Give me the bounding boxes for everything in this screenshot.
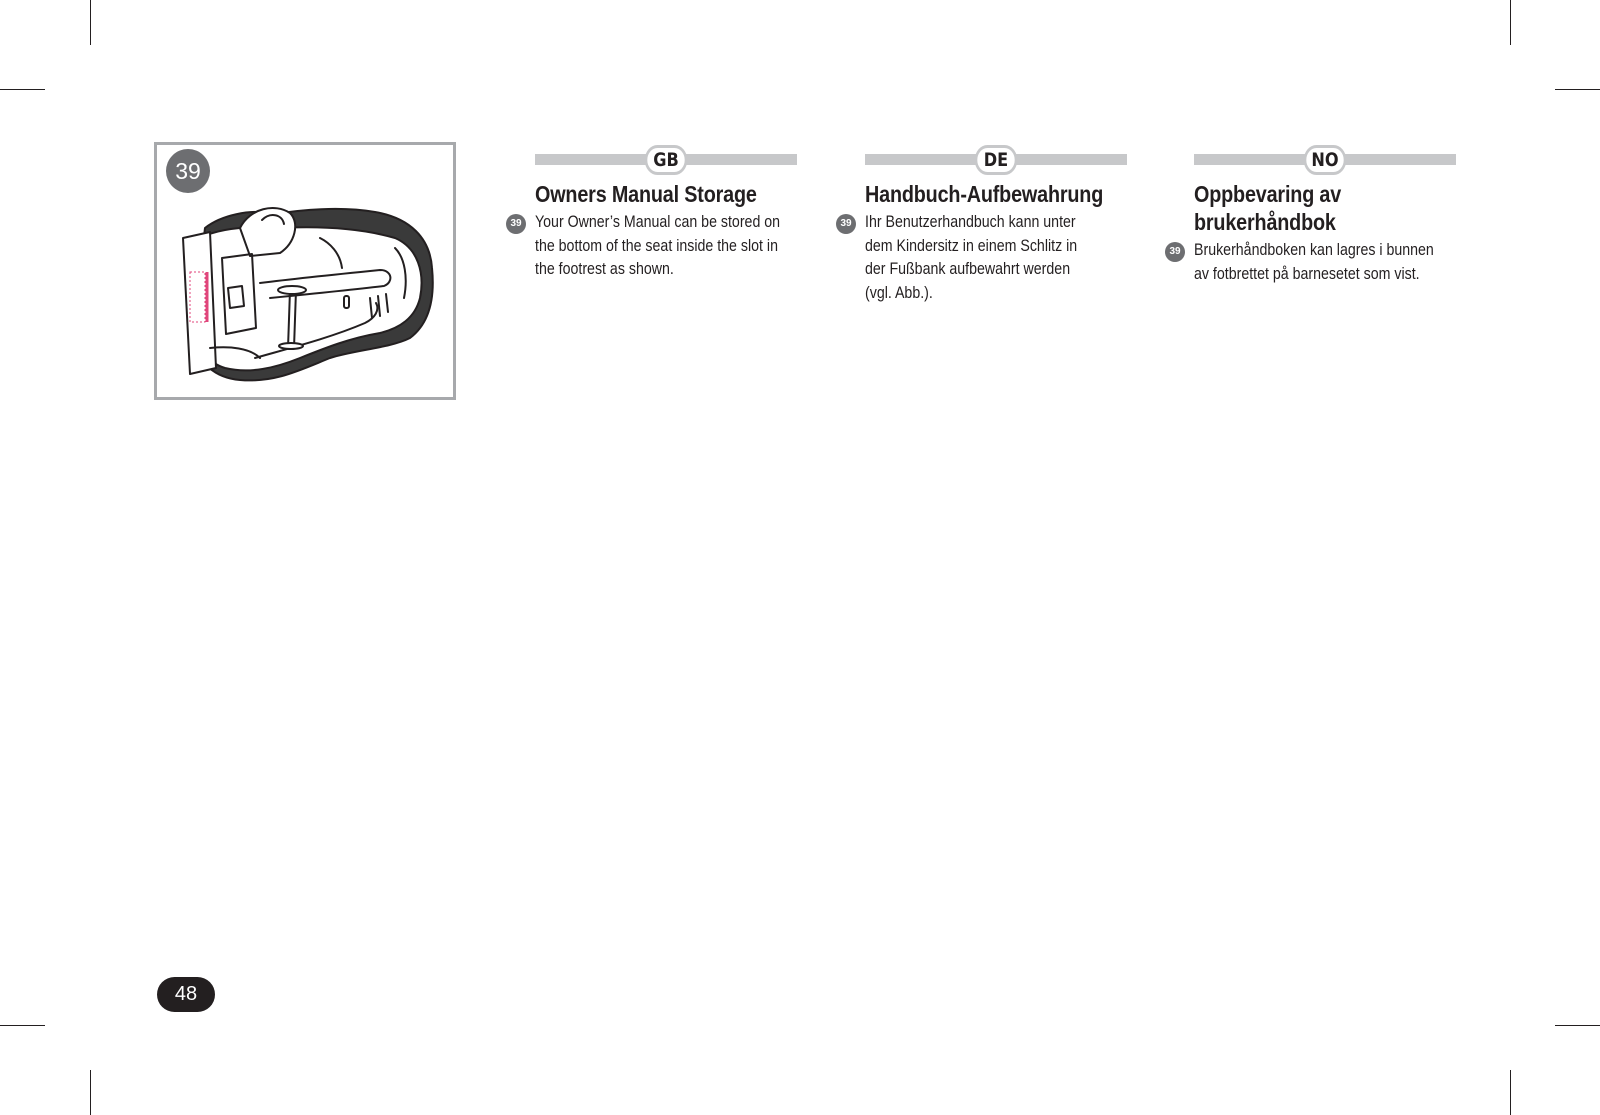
step-number-badge: 39 <box>506 214 526 234</box>
instruction-paragraph <box>1169 239 1456 286</box>
language-code-badge: DE <box>975 145 1018 175</box>
language-band <box>1194 145 1456 175</box>
instruction-text: Ihr Benutzerhandbuch kann unter dem Kindersitz in einem Schlitz in der Fußbank aufbewahrt werden (vgl. Abb.). <box>865 213 1078 302</box>
language-code-badge: NO <box>1304 145 1347 175</box>
crop-mark <box>1555 1025 1600 1026</box>
car-seat-illustration <box>180 198 440 393</box>
crop-mark <box>0 1025 45 1026</box>
instruction-paragraph <box>510 211 797 282</box>
language-column-no <box>1169 145 1456 286</box>
language-band <box>535 145 797 175</box>
language-code-badge: GB <box>645 145 688 175</box>
crop-mark <box>90 0 91 45</box>
instruction-paragraph <box>840 211 1127 305</box>
figure-badge: 39 <box>166 149 210 193</box>
language-column-gb <box>510 145 797 282</box>
step-number-badge: 39 <box>1165 242 1185 262</box>
section-heading: Owners Manual Storage <box>535 181 757 207</box>
step-number-badge: 39 <box>836 214 856 234</box>
crop-mark <box>0 89 45 90</box>
language-band <box>865 145 1127 175</box>
instruction-text: Brukerhåndboken kan lagres i bunnen av fotbrettet på barnesetet som vist. <box>1194 241 1434 283</box>
crop-mark <box>1510 0 1511 45</box>
section-heading: Oppbevaring av brukerhåndbok <box>1194 181 1342 235</box>
page-number: 48 <box>157 977 215 1012</box>
instruction-text: Your Owner’s Manual can be stored on the bottom of the seat inside the slot in the footrest as shown. <box>535 213 781 278</box>
language-column-de <box>840 145 1127 305</box>
section-heading: Handbuch-Aufbewahrung <box>865 181 1104 207</box>
crop-mark <box>1555 89 1600 90</box>
crop-mark <box>1510 1070 1511 1115</box>
crop-mark <box>90 1070 91 1115</box>
